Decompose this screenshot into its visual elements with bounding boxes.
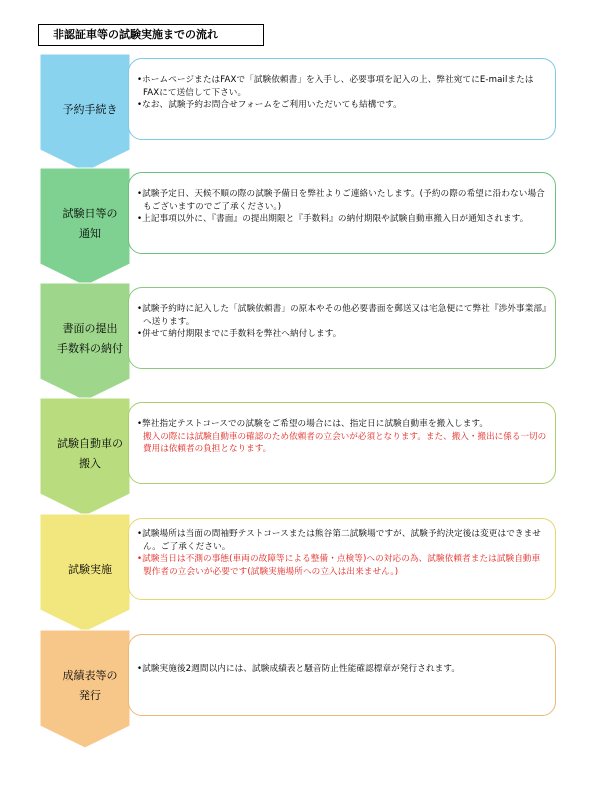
step-box-3 xyxy=(128,287,556,369)
step-4-label-line-1: 試験自動車の xyxy=(57,437,123,450)
step-box-2 xyxy=(128,172,556,254)
step-3-label-line-1: 書面の提出 xyxy=(62,322,118,335)
step-5-label-line-1: 試験実施 xyxy=(68,563,112,576)
step-box-1 xyxy=(128,58,556,140)
step-4-bullet-1: •弊社指定テストコースでの試験をご希望の場合には、指定日に試験自動車を搬入します。 xyxy=(137,419,489,429)
step-4-label-line-2: 搬入 xyxy=(79,457,101,470)
step-6-label-line-2: 発行 xyxy=(79,689,101,702)
step-4-bullet-2: 搬入の際には試験自動車の確認のため依頼者の立会いが必須となります。また、搬入・搬出に係る一切の費用は依頼者の負担となります。 xyxy=(143,431,547,454)
step-2-label-line-1: 試験日等の xyxy=(62,207,118,220)
step-6-bullet-1: •試験実施後2週間以内には、試験成績表と騒音防止性能確認標章が発行されます。 xyxy=(137,663,461,674)
step-5-bullet-2: •試験当日は不測の事態(車両の故障等による整備・点検等)への対応の為、試験依頼者または試験自動車製作者の立会いが必要です(試験実施場所への立入は出来ません。) xyxy=(137,554,541,577)
step-box-4 xyxy=(128,402,556,484)
step-6-label-line-1: 成績表等の xyxy=(62,669,118,682)
step-3-bullet-1: •試験予約時に記入した「試験依頼書」の原本やその他必要書面を郵送又は宅急便にて弊社『渉外事業部』へ送ります。 xyxy=(137,304,547,327)
step-5-bullet-1: •試験場所は当面の間袖野テストコースまたは熊谷第二試験場ですが、試験予約決定後は変更はできません。ご了承ください。 xyxy=(137,529,541,552)
step-box-5 xyxy=(128,518,556,600)
step-2-label-line-2: 通知 xyxy=(79,227,101,240)
step-3-label-line-2: 手数料の納付 xyxy=(57,342,123,355)
step-1-bullet-2: •なお、試験予約お問合せフォームをご利用いただいても結構です。 xyxy=(137,100,402,110)
step-3-bullet-2: •併せて納付期限までに手数料を弊社へ納付します。 xyxy=(137,329,342,339)
step-box-6 xyxy=(128,634,556,716)
step-2-bullet-1: •試験予定日、天候不順の際の試験予備日を弊社よりご連絡いたします。(予約の際の希望に沿わない場合もございますのでご了承ください。) xyxy=(137,189,545,212)
step-1-bullet-1: •ホームページまたはFAXで「試験依頼書」を入手し、必要事項を記入の上、弊社宛てにE-mailまたはFAXにて送信して下さい。 xyxy=(137,75,534,98)
page-title: 非認証車等の試験実施までの流れ xyxy=(38,24,264,46)
step-1-label-line-1: 予約手続き xyxy=(62,103,118,116)
step-2-bullet-2: •上記事項以外に、『書面』の提出期限と『手数料』の納付期限や試験自動車搬入日が通知されます。 xyxy=(137,214,529,224)
